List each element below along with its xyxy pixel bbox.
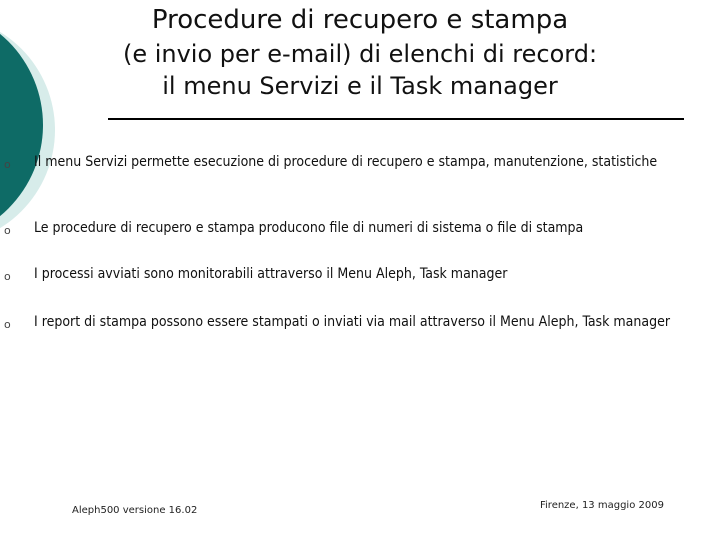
title-underline bbox=[108, 118, 684, 120]
bullet-text: I processi avviati sono monitorabili attraverso il Menu Aleph, Task manager bbox=[34, 266, 508, 282]
bullet-text: I report di stampa possono essere stampati o inviati via mail attraverso il Menu Aleph, Task manager bbox=[34, 314, 671, 330]
bullet-text: Il menu Servizi permette esecuzione di procedure di recupero e stampa, manutenzione, statistiche bbox=[34, 154, 658, 170]
title-line-3: il menu Servizi e il Task manager bbox=[162, 72, 558, 100]
bullet-marker-icon: o bbox=[4, 318, 11, 331]
bullet-marker-icon: o bbox=[4, 224, 11, 237]
bullet-text: Le procedure di recupero e stampa producono file di numeri di sistema o file di stampa bbox=[34, 220, 584, 236]
footer-version: Aleph500 versione 16.02 bbox=[72, 505, 198, 516]
title-line-1: Procedure di recupero e stampa bbox=[151, 5, 569, 35]
title-line-2: (e invio per e-mail) di elenchi di record: bbox=[122, 40, 598, 68]
bullet-marker-icon: o bbox=[4, 158, 11, 171]
footer-date: Firenze, 13 maggio 2009 bbox=[540, 500, 664, 511]
bullet-marker-icon: o bbox=[4, 270, 11, 283]
slide-title bbox=[40, 0, 680, 102]
